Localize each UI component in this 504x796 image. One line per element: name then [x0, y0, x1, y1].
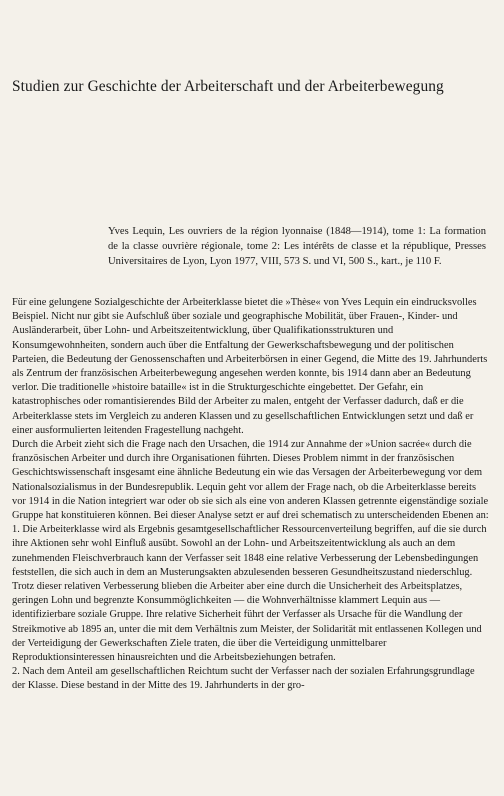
body-paragraph: 2. Nach dem Anteil am gesellschaftlichen Reichtum sucht der Verfasser nach der sozialen Erfahrungsgrundlage der Klasse. Diese bestand in der Mitte des 19. Jahrhunderts in der gro-: [12, 666, 475, 692]
body-paragraph: Durch die Arbeit zieht sich die Frage nach den Ursachen, die 1914 zur Annahme der »Union sacrée« durch die französischen Arbeiter und durch ihre Organisationen führten. Dieses Problem nimmt in der französischen Geschichtswissenschaft insgesamt eine ähnliche Bedeutung ein wie das Versagen der Arbeiterbewegung vor dem Nationalsozialismus in der Bundesrepublik. Lequin geht vor allem der Frage nach, ob die Arbeiterklasse bereits vor 1914 in die Nation integriert war oder ob sie sich als eine von anderen Klassen getrennte eigenständige soziale Gruppe hat konstituieren können. Bei dieser Analyse setzt er auf drei schematisch zu unterscheidenden Ebenen an:: [12, 439, 489, 522]
body-paragraph: 1. Die Arbeiterklasse wird als Ergebnis gesamtgesellschaftlicher Ressourcenverteilung begriffen, auf die sie durch ihre Aktionen sehr wohl Einfluß ausübt. Sowohl an der Lohn- und Arbeitszeitentwicklung als auch an dem zunehmenden Fleischverbrauch kann der Verfasser seit 1848 eine relative Verbesserung der Lebensbedingungen feststellen, die sich auch in dem an Musterungsakten abzulesenden besseren Gesundheitszustand niederschlug. Trotz dieser relativen Verbesserung blieben die Arbeiter aber eine durch die Unsicherheit des Arbeitsplatzes, geringen Lohn und begrenzte Konsummöglichkeiten — die Wohnverhältnisse klammert Lequin aus — identifizierbare soziale Gruppe. Ihre relative Sicherheit führt der Verfasser als Ursache für die Wandlung der Streikmotive ab 1895 an, unter die mit dem Verhältnis zum Meister, der Solidarität mit entlassenen Kollegen und der Verteidigung der Gewerkschaften Ziele traten, die über die Verteidigung unmittelbarer Reproduktionsinteressen hinausreichten und die Arbeitsbeziehungen betrafen.: [12, 524, 487, 664]
book-citation: Yves Lequin, Les ouvriers de la région lyonnaise (1848—1914), tome 1: La formation de la classe ouvrière régionale, tome 2: Les intérêts de classe et la république, Presses Universitaires de Lyon, Lyon 1977, VIII, 573 S. und VI, 500 S., kart., je 110 F.: [108, 226, 486, 267]
body-paragraph: Für eine gelungene Sozialgeschichte der Arbeiterklasse bietet die »Thèse« von Yves Lequin ein eindrucksvolles Beispiel. Nicht nur gibt sie Aufschluß über soziale und geographische Mobilität, über Frauen-, Kinder- und Ausländerarbeit, über Lohn- und Arbeitszeitentwicklung, über Qualifikationsstrukturen und Konsumgewohnheiten, sondern auch über die Entfaltung der Gewerkschaftsbewegung und der politischen Parteien, die Bedeutung der Genossenschaften und Arbeiterbörsen in einer Gegend, die Mitte des 19. Jahrhunderts als Zentrum der französischen Arbeiterbewegung angesehen werden konnte, bis 1914 dann aber an Bedeutung verlor. Die traditionelle »histoire bataille« ist in die Strukturgeschichte eingebettet. Der Gefahr, ein katastrophisches oder romantisierendes Bild der Arbeiter zu malen, entgeht der Verfasser dadurch, daß er die Arbeiterklasse stets im Vergleich zu anderen Klassen und zu gesellschaftlichen Entwicklungen setzt und daß er einer ausformulierten leitenden Fragestellung nachgeht.: [12, 297, 488, 436]
review-body: [12, 296, 490, 694]
section-title: Studien zur Geschichte der Arbeiterschaft und der Arbeiterbewegung: [12, 78, 444, 95]
